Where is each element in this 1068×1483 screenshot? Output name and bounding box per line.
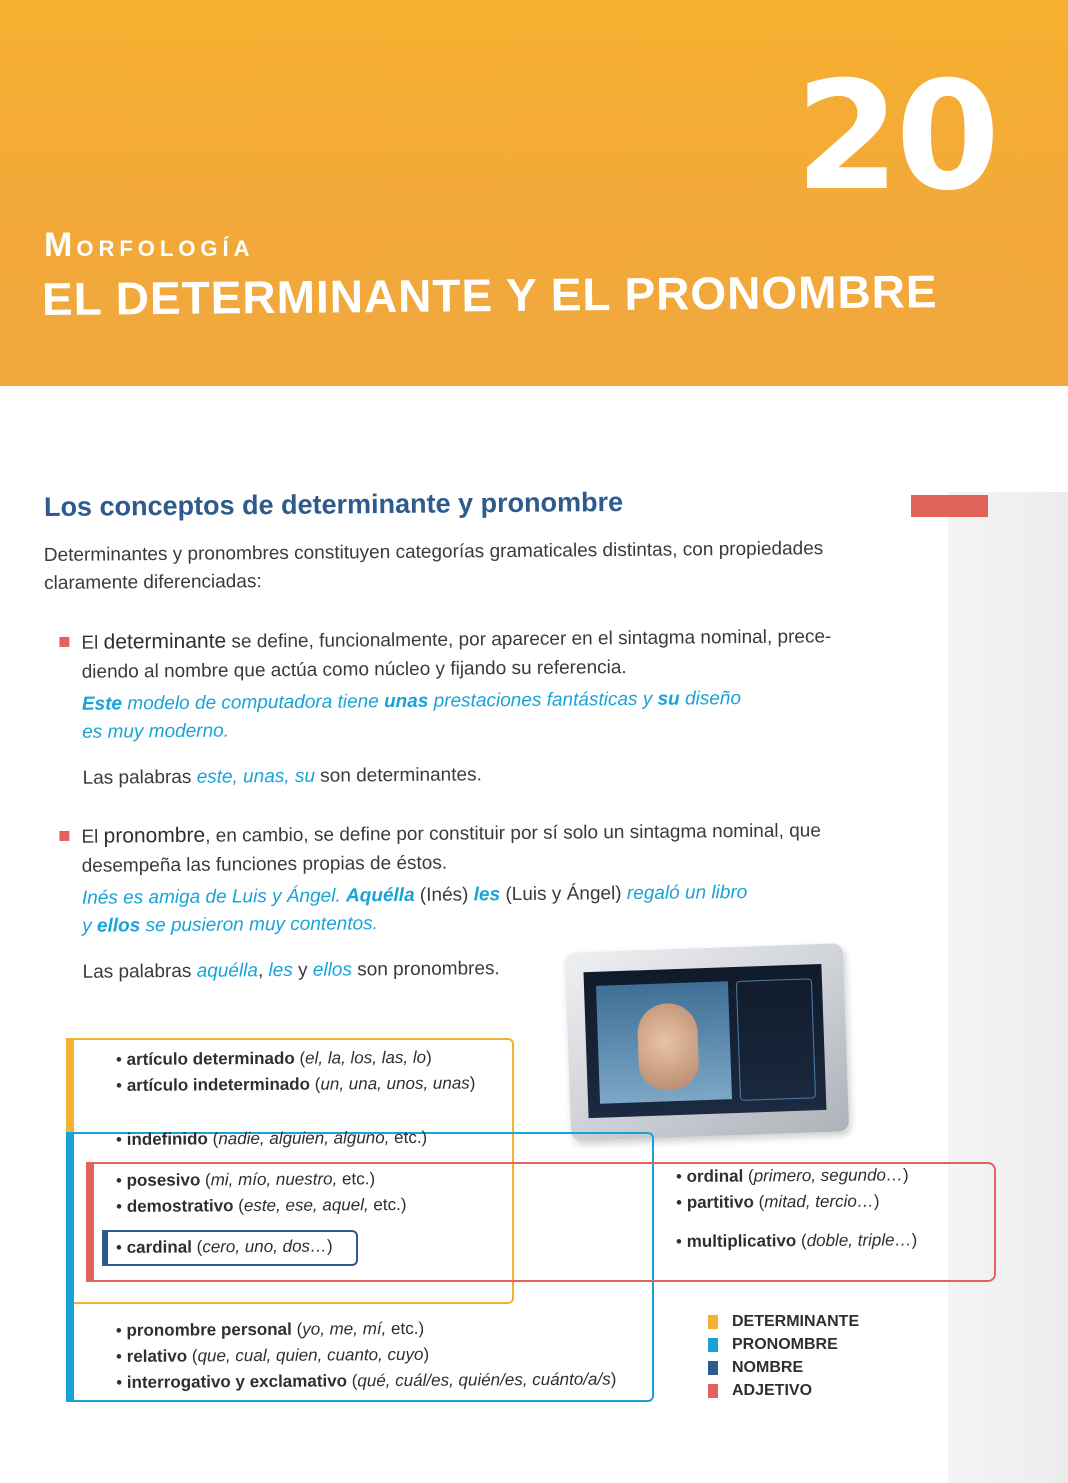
item-paren: ( — [294, 1048, 306, 1068]
face-render — [637, 1002, 700, 1090]
section-heading: Los conceptos de determinante y pronombre — [43, 486, 624, 522]
section-marker — [911, 495, 988, 517]
example-text: regaló un libro — [626, 882, 748, 905]
item-paren: etc.) — [368, 1194, 407, 1215]
diagram-item — [116, 1125, 427, 1153]
item-term: interrogativo y exclamativo — [126, 1371, 348, 1392]
definition-prefix: El — [81, 632, 104, 654]
bullet-dot: • — [675, 1231, 683, 1251]
indefinido-item — [116, 1125, 427, 1153]
computer-monitor-image — [565, 943, 849, 1141]
bullet-dot: • — [115, 1129, 123, 1149]
legend-label: ADJETIVO — [732, 1381, 813, 1399]
item-paren: ( — [291, 1319, 303, 1339]
item-paren: ( — [207, 1129, 219, 1149]
item-examples: un, una, unos, unas — [320, 1073, 470, 1094]
item-term: pronombre personal — [126, 1319, 292, 1340]
item-paren: etc.) — [386, 1318, 425, 1339]
note-highlight: les — [268, 959, 293, 982]
section-label — [44, 226, 255, 265]
item-paren: ( — [743, 1166, 754, 1186]
definition-line1: se define, funcionalmente, por aparecer en el sintagma nominal, prece- — [226, 626, 832, 653]
bullet-dot: • — [115, 1237, 123, 1257]
example-text: y — [82, 915, 98, 937]
determinante-note — [60, 758, 900, 793]
legend-label: NOMBRE — [732, 1358, 804, 1376]
item-term: posesivo — [126, 1170, 201, 1190]
intro-paragraph: Determinantes y pronombres constituyen categorías gramaticales distintas, con propiedades claramente diferenciadas: — [43, 538, 824, 594]
example-word: ellos — [96, 915, 141, 937]
item-paren: etc.) — [389, 1127, 428, 1148]
item-examples: mi, mío, nuestro, — [210, 1169, 338, 1190]
item-paren: ) — [873, 1191, 880, 1211]
determinante-definition — [59, 621, 899, 687]
definition-line1: , en cambio, se define por constituir por sí solo un sintagma nominal, que — [205, 820, 821, 847]
adjetivo-left-items — [116, 1166, 407, 1220]
chapter-header — [0, 0, 1068, 386]
item-paren: ( — [200, 1170, 211, 1190]
legend-label: DETERMINANTE — [732, 1312, 860, 1330]
item-paren: ( — [187, 1346, 198, 1366]
item-paren: ) — [902, 1165, 909, 1185]
item-term: indefinido — [126, 1129, 208, 1149]
item-paren: ( — [191, 1237, 203, 1257]
bullet-dot: • — [676, 1192, 683, 1212]
diagram-item — [116, 1341, 616, 1370]
item-paren: ) — [610, 1369, 617, 1389]
determinante-items — [116, 1044, 476, 1099]
definition-line2: diendo al nombre que actúa como núcleo y fijando su referencia. — [81, 657, 627, 683]
item-paren: ( — [233, 1196, 244, 1216]
nombre-box — [102, 1230, 358, 1266]
item-paren: ( — [309, 1074, 321, 1094]
example-word: su — [657, 688, 680, 710]
item-term: artículo indeterminado — [126, 1074, 311, 1095]
pronombre-definition — [59, 815, 899, 881]
bullet-dot: • — [116, 1075, 123, 1095]
item-paren: etc.) — [337, 1169, 376, 1189]
adjetivo-right-items — [676, 1162, 909, 1216]
item-examples: doble, triple… — [806, 1230, 912, 1251]
item-examples: cero, uno, dos… — [202, 1236, 328, 1257]
note-text: Las palabras — [82, 766, 197, 789]
example-word: Este — [81, 693, 123, 715]
diagram-item — [116, 1192, 407, 1220]
example-gloss: (Inés) — [414, 884, 474, 906]
legend-item-adjetivo — [708, 1379, 859, 1402]
example-word: les — [473, 884, 501, 906]
note-text: Las palabras — [82, 960, 197, 983]
pronombre-example — [60, 878, 900, 941]
determinante-box — [66, 1038, 514, 1304]
legend-label: PRONOMBRE — [732, 1335, 838, 1353]
bullet-dot: • — [115, 1170, 122, 1191]
item-term: multiplicativo — [686, 1231, 797, 1251]
item-paren: ( — [796, 1231, 807, 1251]
example-text: diseño — [679, 688, 742, 710]
diagram-item — [116, 1233, 333, 1261]
multiplicativo-item — [676, 1227, 917, 1255]
legend-item-determinante — [708, 1310, 859, 1333]
determinante-example — [60, 684, 900, 747]
example-text: prestaciones fantásticas y — [428, 688, 658, 712]
section-rest: ORFOLOGÍA — [76, 236, 255, 261]
determinante-block — [59, 621, 900, 793]
color-legend — [708, 1310, 859, 1402]
item-examples: nadie, alguien, alguno, — [218, 1128, 390, 1149]
example-text: se pusieron muy contentos. — [140, 913, 379, 937]
screen-sidebar — [736, 978, 816, 1101]
note-text: son pronombres. — [351, 958, 500, 981]
legend-swatch — [708, 1338, 718, 1352]
pronombre-box — [66, 1129, 654, 1402]
note-text: y — [292, 959, 313, 981]
example-gloss: (Luis y Ángel) — [500, 883, 627, 906]
chapter-number: 20 — [795, 50, 996, 224]
cardinal-item — [116, 1233, 333, 1261]
example-word: unas — [383, 690, 429, 713]
pronombre-items — [116, 1315, 617, 1396]
item-term: ordinal — [686, 1166, 744, 1186]
item-paren: ) — [326, 1236, 333, 1256]
example-text: es muy moderno. — [82, 720, 230, 743]
diagram-item — [676, 1188, 909, 1216]
example-word: Aquélla — [345, 884, 415, 907]
item-paren: ( — [753, 1192, 765, 1212]
item-examples: que, cual, quien, cuanto, cuyo — [197, 1344, 424, 1366]
item-examples: yo, me, mí, — [302, 1319, 387, 1339]
bullet-dot: • — [675, 1166, 682, 1187]
adjetivo-box — [86, 1162, 996, 1282]
pronombre-term: pronombre — [103, 823, 206, 848]
monitor-screen — [583, 964, 826, 1118]
note-text: son determinantes. — [314, 764, 482, 787]
bullet-dot: • — [115, 1346, 123, 1366]
page-title: EL DETERMINANTE Y EL PRONOMBRE — [41, 265, 938, 325]
item-examples: qué, cuál/es, quién/es, cuánto/a/s — [357, 1369, 611, 1391]
item-paren: ) — [911, 1230, 918, 1250]
bullet-dot: • — [116, 1372, 123, 1392]
item-paren: ) — [469, 1073, 476, 1093]
legend-swatch — [708, 1315, 718, 1329]
legend-item-nombre — [708, 1356, 859, 1379]
item-term: demostrativo — [126, 1196, 234, 1216]
determinante-term: determinante — [103, 629, 227, 654]
section-initial: M — [44, 226, 77, 264]
square-bullet-icon — [59, 831, 69, 841]
diagram-item — [116, 1166, 407, 1194]
item-term: relativo — [126, 1346, 188, 1366]
diagram-item — [676, 1227, 917, 1255]
legend-item-pronombre — [708, 1333, 859, 1356]
item-examples: primero, segundo… — [753, 1165, 904, 1186]
item-paren: ( — [346, 1371, 358, 1391]
legend-swatch — [708, 1361, 718, 1375]
diagram-item — [116, 1044, 476, 1073]
item-term: partitivo — [686, 1192, 754, 1212]
screen-panel — [596, 981, 732, 1104]
item-paren: ) — [426, 1047, 432, 1067]
side-margin-strip — [948, 492, 1068, 1483]
definition-line2: desempeña las funciones propias de éstos. — [81, 852, 448, 877]
definition-prefix: El — [81, 826, 104, 848]
legend-swatch — [708, 1384, 718, 1398]
item-term: cardinal — [126, 1237, 192, 1257]
item-examples: este, ese, aquel, — [243, 1195, 369, 1216]
note-text: , — [257, 960, 269, 982]
diagram-item — [116, 1070, 476, 1099]
diagram-item — [676, 1162, 909, 1190]
bullet-dot: • — [116, 1196, 123, 1216]
note-highlight: este, unas, su — [196, 765, 316, 788]
diagram-item — [116, 1315, 616, 1344]
bullet-dot: • — [115, 1320, 122, 1341]
bullet-dot: • — [115, 1049, 122, 1070]
example-text: modelo de computadora tiene — [121, 691, 385, 715]
example-text: Inés es amiga de Luis y Ángel. — [81, 885, 347, 909]
diagram-item — [116, 1367, 616, 1396]
note-highlight: aquélla — [196, 960, 259, 982]
note-highlight: ellos — [312, 959, 353, 981]
item-examples: mitad, tercio… — [764, 1191, 874, 1212]
square-bullet-icon — [59, 637, 69, 647]
item-examples: el, la, los, las, lo — [305, 1047, 427, 1068]
item-term: artículo determinado — [126, 1048, 295, 1069]
item-paren: ) — [423, 1344, 430, 1364]
